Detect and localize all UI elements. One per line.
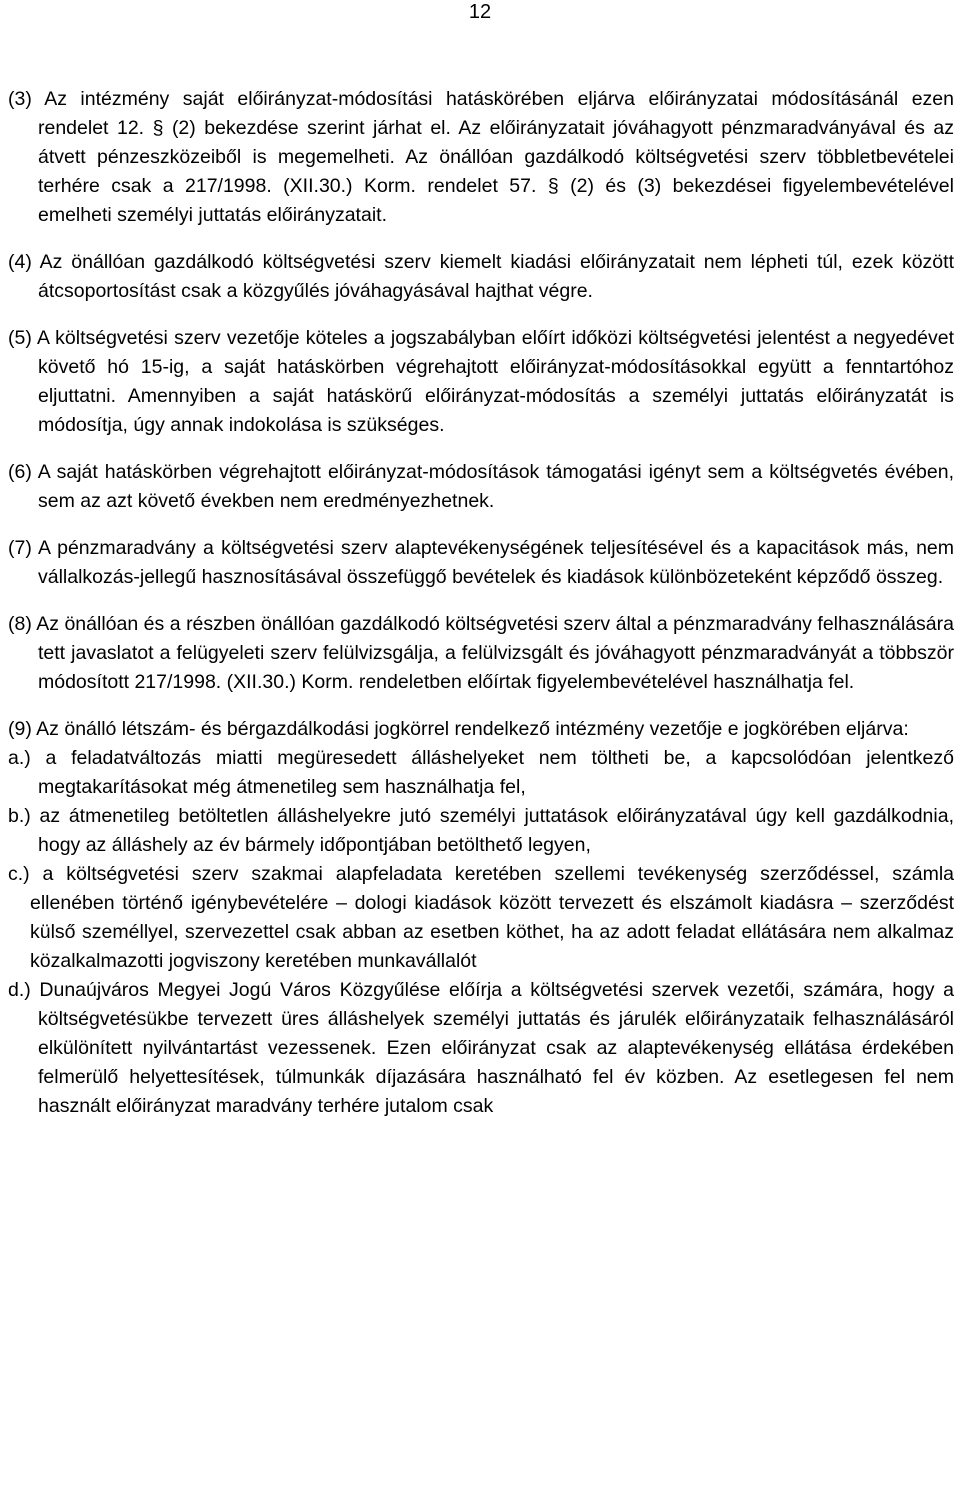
- paragraph-8: (8) Az önállóan és a részben önállóan gazdálkodó költségvetési szerv által a pénzmaradvány felhasználására tett javaslatot a felügyeleti szerv felülvizsgálja, a felülvizsgált és jóváhagyott pénzmaradványát a többször módosított 217/1998. (XII.30.) Korm. rendeletben előírtak figyelembevételével használhatja fel.: [8, 613, 954, 693]
- paragraph-3: (3) Az intézmény saját előirányzat-módosítási hatáskörében eljárva előirányzatai módosításánál ezen rendelet 12. § (2) bekezdése szerint járhat el. Az előirányzatait jóváhagyott pénzmaradványával és az átvett pénzeszközeiből is megemelheti. Az önállóan gazdálkodó költségvetési szerv többletbevételei terhére csak a 217/1998. (XII.30.) Korm. rendelet 57. § (2) és (3) bekezdései figyelembevételével emelheti személyi juttatás előirányzatait.: [8, 88, 954, 226]
- sub-item-b: b.) az átmenetileg betöltetlen álláshelyekre jutó személyi juttatások előirányzatával úgy kell gazdálkodnia, hogy az álláshely az év bármely időpontjában betölthető legyen,: [8, 805, 954, 856]
- sub-item-a: a.) a feladatváltozás miatti megüresedett álláshelyeket nem töltheti be, a kapcsolódóan jelentkező megtakarításokat még átmenetileg sem használhatja fel,: [8, 747, 954, 798]
- sub-item-c: c.) a költségvetési szerv szakmai alapfeladata keretében szellemi tevékenység szerződéssel, számla ellenében történő igénybevételére – dologi kiadások között tervezett és elszámolt kiadásra – szerződést külső személlyel, szervezettel csak abban az esetben köthet, ha az adott feladat ellátására nem alkalmaz közalkalmazotti jogviszony keretében munkavállalót: [8, 863, 954, 972]
- page-number: 12: [468, 1, 492, 23]
- document-body: [8, 85, 954, 1121]
- paragraph-6: (6) A saját hatáskörben végrehajtott előirányzat-módosítások támogatási igényt sem a költségvetés évében, sem az azt követő években nem eredményezhetnek.: [8, 461, 954, 512]
- sub-item-list: [8, 744, 954, 1121]
- paragraph-7: (7) A pénzmaradvány a költségvetési szerv alaptevékenységének teljesítésével és a kapacitások más, nem vállalkozás-jellegű hasznosításával összefüggő bevételek és kiadások különbözeteként képződő összeg.: [8, 537, 954, 588]
- paragraph-5: (5) A költségvetési szerv vezetője köteles a jogszabályban előírt időközi költségvetési jelentést a negyedévet követő hó 15-ig, a saját hatáskörben végrehajtott előirányzat-módosításokkal együtt a fenntartóhoz eljuttatni. Amennyiben a saját hatáskörű előirányzat-módosítás a személyi juttatás előirányzatát is módosítja, úgy annak indokolása is szükséges.: [8, 327, 954, 436]
- paragraph-9: (9) Az önálló létszám- és bérgazdálkodási jogkörrel rendelkező intézmény vezetője e jogkörében eljárva:: [8, 718, 909, 740]
- paragraph-4: (4) Az önállóan gazdálkodó költségvetési szerv kiemelt kiadási előirányzatait nem lépheti túl, ezek között átcsoportosítást csak a közgyűlés jóváhagyásával hajthat végre.: [8, 251, 954, 302]
- sub-item-d: d.) Dunaújváros Megyei Jogú Város Közgyűlése előírja a költségvetési szervek vezetői, számára, hogy a költségvetésükbe tervezett üres álláshelyek személyi juttatás és járulék előirányzataik felhasználásáról elkülönített nyilvántartást vezessenek. Ezen előirányzat csak az alaptevékenység ellátása érdekében felmerülő helyettesítések, túlmunkák díjazására használható fel év közben. Az esetlegesen fel nem használt előirányzat maradvány terhére jutalom csak: [8, 979, 954, 1117]
